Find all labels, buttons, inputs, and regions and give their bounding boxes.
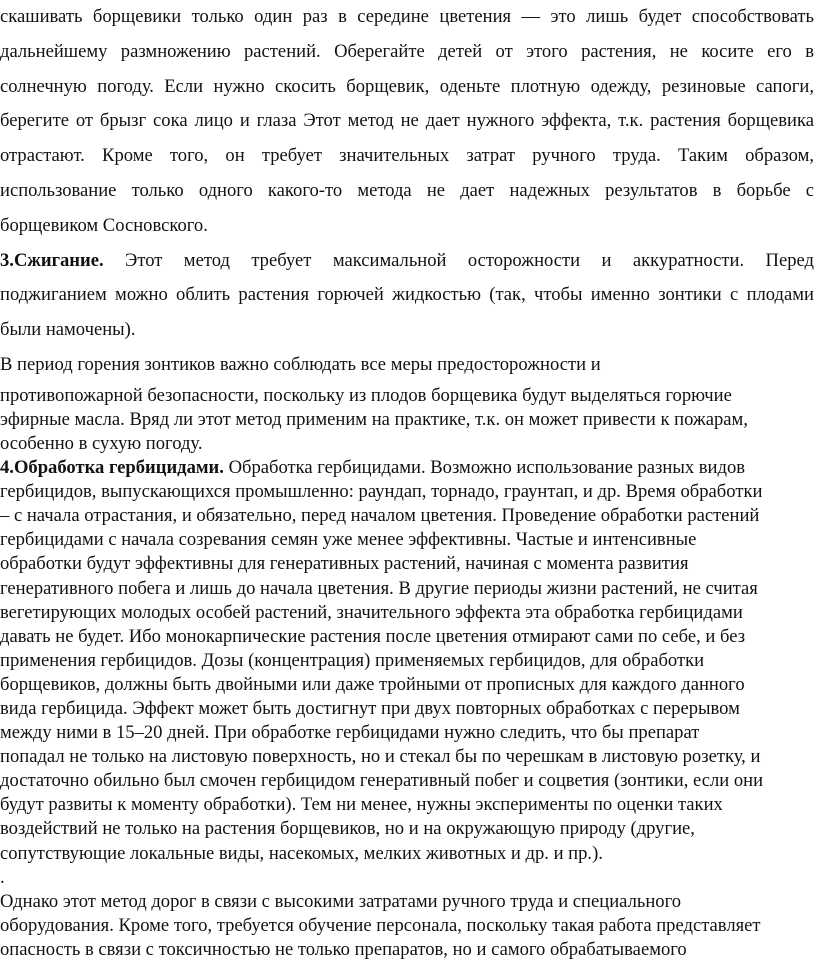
text-line: поджиганием можно облить растения горючей жидкостью (так, чтобы именно зонтики с плодами xyxy=(0,284,814,306)
text-line: вида гербицида. Эффект может быть достигнут при двух повторных обработках с перерывом xyxy=(0,697,740,719)
text-line: будут развиты к моменту обработки). Тем ни менее, нужны эксперименты по оценки таких xyxy=(0,794,723,816)
text-line: попадал не только на листовую поверхность, но и стекал бы по черешкам в листовую розетку, и xyxy=(0,746,761,768)
text-line: гербицидов, выпускающихся промышленно: раундап, торнадо, граунтап, и др. Время обработки xyxy=(0,481,763,503)
text-line: вегетирующих молодых особей растений, значительного эффекта эта обработка гербицидами xyxy=(0,601,743,623)
text-run: Обработка гербицидами. Возможно использование разных видов xyxy=(223,457,746,479)
text-line: берегите от брызг сока лицо и глаза Этот метод не дает нужного эффекта, т.к. растения борщевика xyxy=(0,110,814,132)
section-heading-herbicides: 4.Обработка гербицидами. xyxy=(0,457,224,479)
text-line: генеративного побега и лишь до начала цветения. В другие периоды жизни растений, не считая xyxy=(0,577,758,599)
text-line: отрастают. Кроме того, он требует значительных затрат ручного труда. Таким образом, xyxy=(0,145,814,167)
text-run: Этот метод требует максимальной осторожности и аккуратности. Перед xyxy=(103,249,814,271)
text-line: борщевиком Сосновского. xyxy=(0,214,208,236)
paragraph-mowing xyxy=(0,0,814,244)
paragraph-fire-safety xyxy=(0,384,814,456)
text-line: между ними в 15–20 дней. При обработке гербицидами нужно следить, что бы препарат xyxy=(0,722,700,744)
paragraph-cost xyxy=(0,890,814,962)
text-line: сопутствующие локальные виды, насекомых, мелких животных и др. и пр.). xyxy=(0,842,603,864)
paragraph-burning-caution xyxy=(0,348,814,383)
text-line: эфирные масла. Вряд ли этот метод применим на практике, т.к. он может привести к пожарам, xyxy=(0,408,748,430)
text-line: скашивать борщевики только один раз в середине цветения — это лишь будет способствовать xyxy=(0,6,814,27)
text-line: обработки будут эффективны для генеративных растений, начиная с момента развития xyxy=(0,553,689,575)
text-line: – с начала отрастания, и обязательно, перед началом цветения. Проведение обработки растений xyxy=(0,505,760,527)
section-tight-spacing xyxy=(0,384,814,962)
text-line: использование только одного какого-то метода не дает надежных результатов в борьбе с xyxy=(0,179,814,201)
paragraph-herbicides xyxy=(0,456,814,866)
text-line: особенно в сухую погоду. xyxy=(0,432,203,454)
text-line: достаточно обильно был смочен гербицидом генеративный побег и соцветия (зонтики, если они xyxy=(0,770,764,792)
text-line: солнечную погоду. Если нужно скосить борщевик, оденьте плотную одежду, резиновые сапоги, xyxy=(0,75,814,97)
text-line: В период горения зонтиков важно соблюдать все меры предосторожности и xyxy=(0,353,601,375)
section-heading-burning: 3.Сжигание. xyxy=(0,249,104,271)
text-line: гербицидами с начала созревания семян уже менее эффективны. Частые и интенсивные xyxy=(0,529,697,551)
text-line: были намочены). xyxy=(0,319,136,341)
text-line: применения гербицидов. Дозы (концентрация) применяемых гербицидов, для обработки xyxy=(0,649,705,671)
text-line: опасность в связи с токсичностью не только препаратов, но и самого обрабатываемого xyxy=(0,938,687,960)
paragraph-dot xyxy=(0,866,814,890)
paragraph-burning xyxy=(0,244,814,348)
text-line: давать не будет. Ибо монокарпические растения после цветения отмирают сами по себе, и без xyxy=(0,625,746,647)
text-line xyxy=(0,244,814,279)
text-line: Однако этот метод дорог в связи с высокими затратами ручного труда и специального xyxy=(0,890,682,912)
text-line: воздействий не только на растения борщевиков, но и на окружающую природу (другие, xyxy=(0,818,695,840)
text-line: оборудования. Кроме того, требуется обучение персонала, поскольку такая работа представляет xyxy=(0,914,761,936)
text-line xyxy=(0,456,814,480)
text-line: противопожарной безопасности, поскольку из плодов борщевика будут выделяться горючие xyxy=(0,384,732,406)
section-wide-spacing xyxy=(0,0,814,383)
text-line: борщевиков, должны быть двойными или даже тройными от прописных для каждого данного xyxy=(0,673,745,695)
text-line: . xyxy=(0,866,5,888)
text-line: дальнейшему размножению растений. Оберегайте детей от этого растения, не косите его в xyxy=(0,40,814,62)
